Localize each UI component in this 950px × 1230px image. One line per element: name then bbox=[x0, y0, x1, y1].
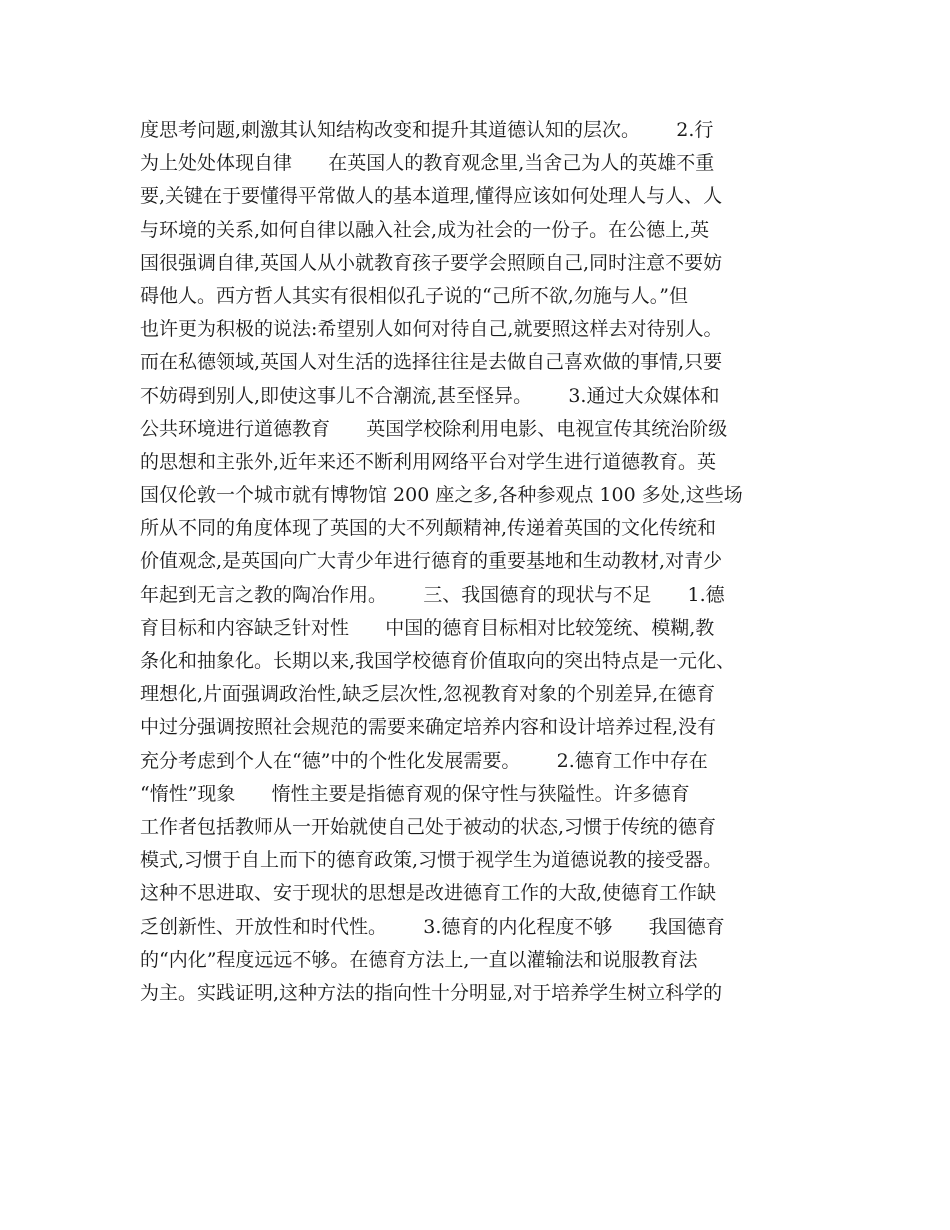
text-line: 国很强调自律,英国人从小就教育孩子要学会照顾自己,同时注意不要妨 bbox=[140, 251, 723, 274]
text-line: 理想化,片面强调政治性,缺乏层次性,忽视教育对象的个别差异,在德育 bbox=[140, 683, 716, 706]
text-line: 为主。实践证明,这种方法的指向性十分明显,对于培养学生树立科学的 bbox=[140, 981, 723, 1004]
text-line: “惰性”现象 惰性主要是指德育观的保守性与狭隘性。许多德育 bbox=[140, 782, 690, 805]
text-line: 与环境的关系,如何自律以融入社会,成为社会的一份子。在公德上,英 bbox=[140, 218, 710, 241]
text-line: 要,关键在于要懂得平常做人的基本道理,懂得应该如何处理人与人、人 bbox=[140, 185, 723, 208]
text-line: 年起到无言之教的陶冶作用。 三、我国德育的现状与不足 1.德 bbox=[140, 583, 725, 606]
text-line: 公共环境进行道德教育 英国学校除利用电影、电视宣传其统治阶级 bbox=[140, 417, 728, 440]
text-line: 也许更为积极的说法:希望别人如何对待自己,就要照这样去对待别人。 bbox=[140, 318, 723, 341]
text-line: 而在私德领域,英国人对生活的选择往往是去做自己喜欢做的事情,只要 bbox=[140, 351, 723, 374]
body-text bbox=[140, 114, 830, 1010]
text-line: 的“内化”程度远远不够。在德育方法上,一直以灌输法和说服教育法 bbox=[140, 948, 698, 971]
text-line: 中过分强调按照社会规范的需要来确定培养内容和设计培养过程,没有 bbox=[140, 716, 717, 739]
text-line: 国仅伦敦一个城市就有博物馆 200 座之多,各种参观点 100 多处,这些场 bbox=[140, 484, 743, 507]
text-line: 碍他人。西方哲人其实有很相似孔子说的“己所不欲,勿施与人。”但 bbox=[140, 284, 688, 307]
text-line: 为上处处体现自律 在英国人的教育观念里,当舍己为人的英雄不重 bbox=[140, 152, 715, 175]
text-line: 价值观念,是英国向广大青少年进行德育的重要基地和生动教材,对青少 bbox=[140, 550, 723, 573]
text-line: 这种不思进取、安于现状的思想是改进德育工作的大敌,使德育工作缺 bbox=[140, 882, 717, 905]
text-line: 充分考虑到个人在“德”中的个性化发展需要。 2.德育工作中存在 bbox=[140, 749, 708, 772]
text-line: 条化和抽象化。长期以来,我国学校德育价值取向的突出特点是一元化、 bbox=[140, 650, 736, 672]
text-line: 不妨碍到别人,即使这事儿不合潮流,甚至怪异。 3.通过大众媒体和 bbox=[140, 384, 720, 407]
text-line: 度思考问题,刺激其认知结构改变和提升其道德认知的层次。 2.行 bbox=[140, 119, 714, 141]
text-line: 工作者包括教师从一开始就使自己处于被动的状态,习惯于传统的德育 bbox=[140, 815, 717, 838]
text-line: 的思想和主张外,近年来还不断利用网络平台对学生进行道德教育。英 bbox=[140, 450, 717, 473]
text-line: 所从不同的角度体现了英国的大不列颠精神,传递着英国的文化传统和 bbox=[140, 517, 717, 540]
text-line: 模式,习惯于自上而下的德育政策,习惯于视学生为道德说教的接受器。 bbox=[140, 849, 723, 872]
text-line: 育目标和内容缺乏针对性 中国的德育目标相对比较笼统、模糊,教 bbox=[140, 616, 715, 639]
text-line: 乏创新性、开放性和时代性。 3.德育的内化程度不够 我国德育 bbox=[140, 915, 725, 938]
